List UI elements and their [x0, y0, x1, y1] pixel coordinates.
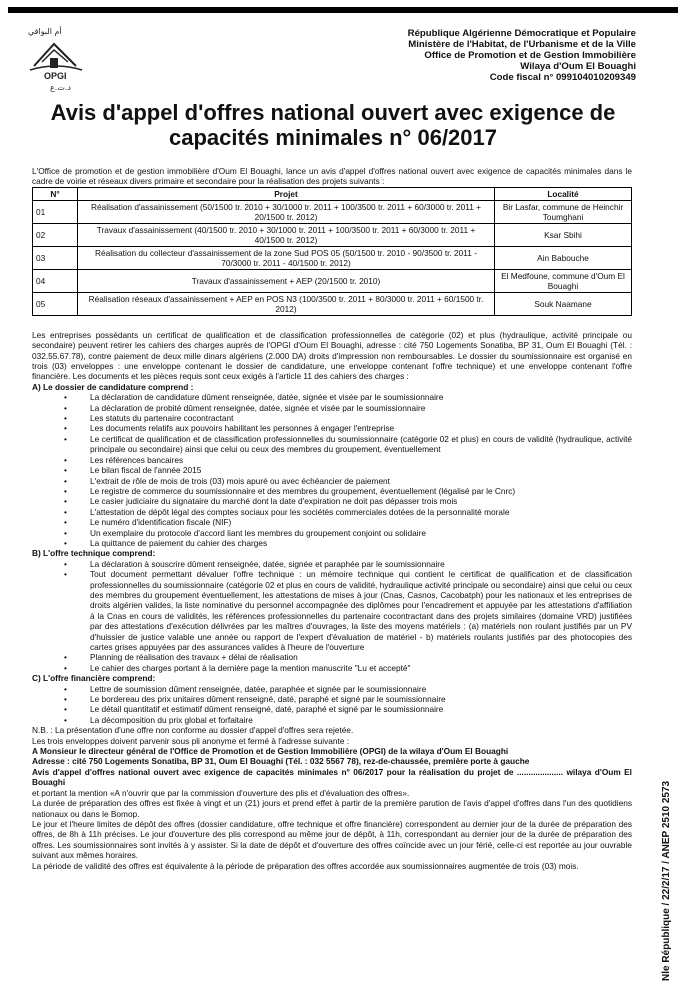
table-row — [33, 246, 632, 269]
row-project: Réalisation d'assainissement (50/1500 tr. 2010 + 30/1000 tr. 2011 + 100/3500 tr. 2011 + 60/3000 tr. 2011 + 20/1500 tr. 2012) — [78, 200, 495, 223]
col-locality: Localité — [495, 187, 632, 200]
section-a-title: A) Le dossier de candidature comprend : — [32, 381, 194, 392]
svg-text:د.ت.ع: د.ت.ع — [50, 83, 71, 92]
row-project: Travaux d'assainissement (40/1500 tr. 2010 + 30/1000 tr. 2011 + 100/3500 tr. 2011 + 60/3000 tr. 2011 + 40/1500 tr. 2012) — [78, 223, 495, 246]
list-item: • Les documents relatifs aux pouvoirs habilitant les personnes à engager l'entreprise — [32, 423, 632, 433]
col-project: Projet — [78, 187, 495, 200]
row-number: 03 — [33, 246, 78, 269]
list-item: • Tout document permettant dévaluer l'offre technique : un mémoire technique qui contient le certificat de qualification et de classification professionnelles du soumissionnaire (catégorie 02 et plus en cours de validité, hydraulique activité principale ou secondaire) ainsi que celui ou ceux des membres du groupement éventuellement, les attestations de mises à jour (Cnas, Casnos, Cacobatph) pour les nationaux et les entreprises de droits algérien valides, la liste nominative du personnel accompagnée des diplômes pour l'encadrement et appuyée par les attestations d'affiliation à la Cnas en cours de validités, les références professionnelles du partenaire cocontractant dans des projets similaires (domaine VRD) justifiées par des attestations d'exécution délivrées par les maîtres d'ouvrages, la liste des moyens matériels : (a) matériels non roulant justifiés par un PV d'huissier de justice valable une année ou rapport de l'expert d'évaluation de matériel - b) matériels roulants justifiés par des photocopies des cartes grises appuyées par des assurances valides à l'heure de l'ouverture — [32, 569, 632, 652]
table-row — [33, 200, 632, 223]
top-rule — [8, 7, 678, 13]
row-number: 02 — [33, 223, 78, 246]
list-item: • Le cahier des charges portant à la dernière page la mention manuscrite "Lu et accepté" — [32, 663, 632, 673]
row-locality: Souk Naamane — [495, 292, 632, 315]
list-item: • La déclaration à souscrire dûment renseignée, datée, signée et paraphée par le soumissionnaire — [32, 559, 632, 569]
header-line: République Algérienne Démocratique et Populaire — [407, 28, 636, 39]
list-item: • Le numéro d'identification fiscale (NIF) — [32, 517, 632, 527]
duration-paragraph: La durée de préparation des offres est fixée à vingt et un (21) jours et prend effet à partir de la première parution de l'avis d'appel d'offres dans l'un des quotidiens nationaux ou dans le Bomop. — [32, 798, 632, 819]
section-a-list — [32, 392, 632, 548]
row-locality: Bir Lasfar, commune de Heinchir Toumghani — [495, 200, 632, 223]
svg-text:أم البواقي: أم البواقي — [28, 27, 62, 36]
row-locality: El Medfoune, commune d'Oum El Bouaghi — [495, 269, 632, 292]
row-number: 04 — [33, 269, 78, 292]
section-c-title: C) L'offre financière comprend: — [32, 673, 156, 684]
notice-body — [32, 166, 632, 871]
list-item: • La décomposition du prix global et forfaitaire — [32, 715, 632, 725]
issuer-header — [408, 28, 636, 83]
list-item: • Le détail quantitatif et estimatif dûment renseigné, daté, paraphé et signé par le soumissionnaire — [32, 704, 632, 714]
intro-paragraph: L'Office de promotion et de gestion immobilière d'Oum El Bouaghi, lance un avis d'appel d'offres national ouvert avec exigence de capacités minimales dans le cadre de voirie et réseaux divers primaire et secondaire pour la réalisation des projets suivants : — [32, 166, 632, 187]
section-c-list — [32, 684, 632, 726]
envelopes-paragraph: Les trois enveloppes doivent parvenir sous pli anonyme et fermé à l'adresse suivante : — [32, 735, 350, 746]
col-number: N° — [33, 187, 78, 200]
projects-table — [32, 187, 632, 316]
section-b-list — [32, 559, 632, 673]
row-project: Réalisation du collecteur d'assainissement de la zone Sud POS 05 (50/1500 tr. 2010 - 90/3500 tr. 2011 - 70/3000 tr. 2011 - 40/1500 tr. 2012) — [78, 246, 495, 269]
notice-title: Avis d'appel d'offres national ouvert avec exigence de capacités minimales n° 06/2017 — [50, 100, 616, 150]
opgi-logo — [20, 22, 92, 92]
list-item: • Le certificat de qualification et de classification professionnelles du soumissionnaire (catégorie 02 et plus) en cours de validité (hydraulique, activité principale ou secondaire) ainsi que celui ou ceux des membres du groupement, éventuellement — [32, 434, 632, 455]
list-item: • L'extrait de rôle de mois de trois (03) mois apuré ou avec échéancier de paiement — [32, 476, 632, 486]
list-item: • La déclaration de candidature dûment renseignée, datée, signée et visée par le soumissionnaire — [32, 392, 632, 402]
publication-reference — [660, 711, 674, 981]
list-item: • Un exemplaire du protocole d'accord liant les membres du groupement conjoint ou solidaire — [32, 528, 632, 538]
list-item: • La quittance de paiement du cahier des charges — [32, 538, 632, 548]
list-item: • Les références bancaires — [32, 455, 632, 465]
envelope-mention: et portant la mention «A n'ouvrir que par la commission d'ouverture des plis et d'évaluation des offres». — [32, 787, 410, 798]
list-item: • Les statuts du partenaire cocontractant — [32, 413, 632, 423]
row-project: Réalisation réseaux d'assainissement + AEP en POS N3 (100/3500 tr. 2011 + 80/3000 tr. 2011 + 60/1500 tr. 2012) — [78, 292, 495, 315]
table-row — [33, 292, 632, 315]
list-item: • Le registre de commerce du soumissionnaire et des membres du groupement, éventuellement (légalisé par le Cnrc) — [32, 486, 632, 496]
row-number: 05 — [33, 292, 78, 315]
row-project: Travaux d'assainissement + AEP (20/1500 tr. 2010) — [78, 269, 495, 292]
header-line: Code fiscal n° 099104010209349 — [489, 72, 636, 83]
header-line: Office de Promotion et de Gestion Immobilière — [424, 50, 636, 61]
section-b-title: B) L'offre technique comprend: — [32, 548, 156, 559]
list-item: • Planning de réalisation des travaux + délai de réalisation — [32, 652, 632, 662]
address-subject: Avis d'appel d'offres national ouvert avec exigence de capacités minimales n° 06/2017 pour la réalisation du projet de .................... wilaya d'Oum El Bouaghi — [32, 766, 632, 788]
header-line: Ministère de l'Habitat, de l'Urbanisme et de la Ville — [408, 39, 636, 50]
validity-paragraph: La période de validité des offres est équivalente à la période de préparation des offres accordée aux soumissionnaires augmentée de trois (03) mois. — [32, 860, 579, 871]
eligibility-paragraph: Les entreprises possédants un certificat de qualification et de classification professionnelles de catégorie (02) et plus (hydraulique, activité principale ou secondaire) peuvent retirer les cahiers des charges auprès de l'OPGI d'Oum El Bouaghi, adresse : cité 750 Logements Sonatiba, BP 31, Oum El Bouaghi (Tél. : 032.55.67.78), contre paiement de deux mille dinars algériens (2.000 DA) droits d'impression non remboursables. Le dossier du soumissionnaire est organisé en trois (03) enveloppes : une enveloppe contenant le dossier de candidature, une enveloppe contenant l'offre technique) et une enveloppe contenant l'offre financière. Les documents et les pièces requis sont ceux exigés à l'article 11 des cahiers des charges : — [32, 329, 632, 382]
address-recipient: A Monsieur le directeur général de l'Office de Promotion et de Gestion Immobilière (OPGI) de la wilaya d'Oum El Bouaghi — [32, 746, 509, 757]
row-number: 01 — [33, 200, 78, 223]
table-header-row — [33, 187, 632, 200]
list-item: • La déclaration de probité dûment renseignée, datée, signée et visée par le soumissionnaire — [32, 403, 632, 413]
table-row — [33, 223, 632, 246]
row-locality: Ksar Sbihi — [495, 223, 632, 246]
address-line: Adresse : cité 750 Logements Sonatiba, BP 31, Oum El Bouaghi (Tél. : 032 5567 78), rez-de-chaussée, première porte à gauche — [32, 756, 530, 767]
list-item: • Le bilan fiscal de l'année 2015 — [32, 465, 632, 475]
list-item: • L'attestation de dépôt légal des comptes sociaux pour les sociétés commerciales dotées de la personnalité morale — [32, 507, 632, 517]
list-item: • Le bordereau des prix unitaires dûment renseigné, daté, paraphé et signé par le soumissionnaire — [32, 694, 632, 704]
nb-note: N.B. : La présentation d'une offre non conforme au dossier d'appel d'offres sera rejetée. — [32, 725, 354, 736]
row-locality: Ain Babouche — [495, 246, 632, 269]
list-item: • Le casier judiciaire du signataire du marché dont la date d'expiration ne doit pas dépasser trois mois — [32, 496, 632, 506]
table-row — [33, 269, 632, 292]
list-item: • Lettre de soumission dûment renseignée, datée, paraphée et signée par le soumissionnaire — [32, 684, 632, 694]
svg-text:OPGI: OPGI — [44, 71, 67, 81]
deadline-paragraph: Le jour et l'heure limites de dépôt des offres (dossier candidature, offre technique et offre financière) correspondent au dernier jour de la durée de préparation des offres, de 8h à 11h précises. Le jour d'ouverture des plis correspond au même jour de dépôt, à 11h, correspondant au dernier jour de la durée de préparation des offres. Les soumissionnaires sont invités à y assister. Si la date de dépôt et d'ouverture des offres coïncide avec un jour férié, celle-ci est reportée au jour ouvrable suivant aux mêmes horaires. — [32, 818, 632, 861]
publication-reference-text: Nle République / 22/2/17 / ANEP 2510 2573 — [661, 780, 672, 981]
header-line: Wilaya d'Oum El Bouaghi — [520, 61, 636, 72]
